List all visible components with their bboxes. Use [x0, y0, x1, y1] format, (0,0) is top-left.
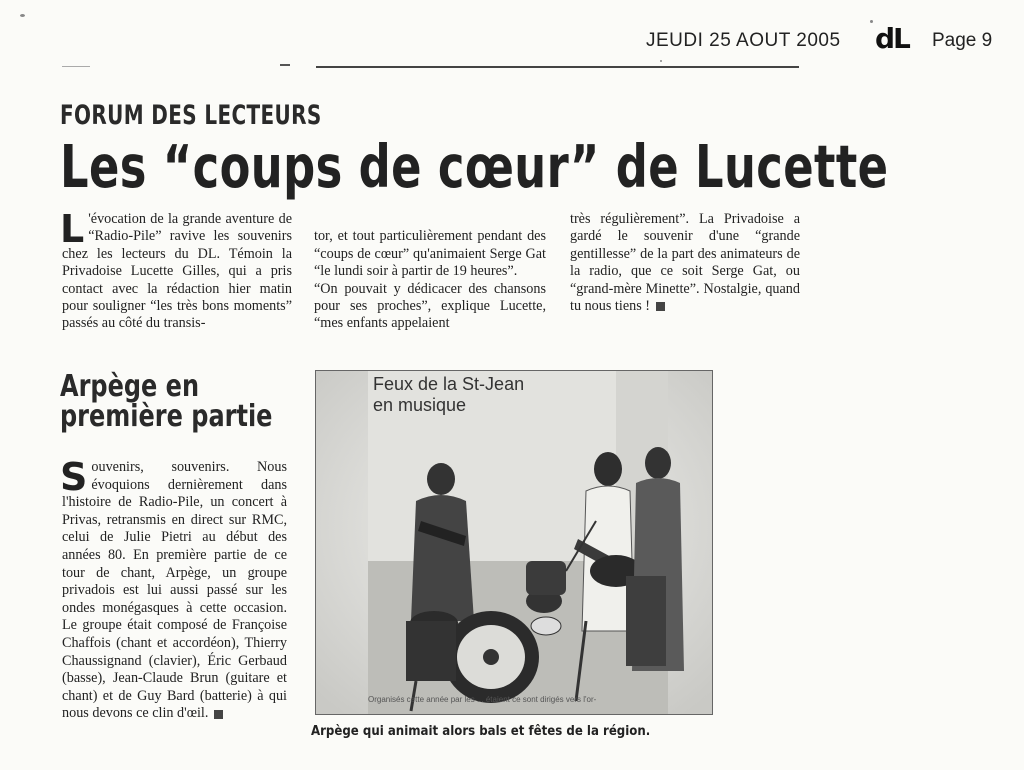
- band-photo-image: [316, 371, 712, 714]
- photo-inner-caption: Feux de la St-Jean en musique: [373, 374, 525, 415]
- end-mark-icon: [656, 302, 665, 311]
- sidebar-title-line-1: Arpège en: [60, 369, 200, 404]
- scan-speck: [660, 60, 662, 62]
- photo-inner-footer: Organisés cette année par les ... étaient ce sont dirigés vers l'or-: [368, 695, 597, 704]
- drop-cap: S: [60, 455, 88, 499]
- end-mark-icon: [214, 710, 223, 719]
- header-rule: [316, 66, 799, 68]
- newspaper-logo: dL: [875, 22, 909, 55]
- photo-caption: Arpège qui animait alors bals et fêtes de la région.: [311, 724, 651, 739]
- sidebar-body: [60, 455, 287, 723]
- article-headline: Les “coups de cœur” de Lucette: [60, 132, 889, 201]
- sidebar-body-text: ouvenirs, souvenirs. Nous évoquions dernièrement dans l'histoire de Radio-Pile, un concert à Privas, retransmis en direct sur RMC, celui de Julie Pietri au début des années 80. En première partie de ce tour de chant, Arpège, un groupe privadois est lui aussi passé sur les ondes monégasques à cette occasion. Le groupe était composé de Françoise Chaffois (chant et accordéon), Thierry Chaussignand (clavier), Éric Gerbaud (basse), Jean-Claude Brun (guitare et chant) et de Guy Bard (batterie) à qui nous devons ce clin d'œil.: [62, 459, 287, 722]
- drop-cap: L: [60, 207, 85, 251]
- article-column-2-text: tor, et tout particulièrement pendant des “coups de cœur” qu'animaient Serge Gat “le lundi soir à partir de 19 heures”. “On pouvait y dédicacer des chansons pour ses proches”, explique Lucette, “mes enfants appelaient: [314, 228, 546, 332]
- page-number: Page 9: [932, 30, 993, 51]
- sidebar-title: [60, 369, 273, 434]
- header-rule-tiny: [62, 66, 90, 67]
- article-column-2: [314, 211, 546, 333]
- article-column-1-text: 'évocation de la grande aventure de “Radio-Pile” ravive les souvenirs chez les lecteurs du DL. Témoin la Privadoise Lucette Gilles, qui a pris contact avec la rédaction hier matin pour souligner “les très bons moments” passés au côté du transis-: [62, 211, 292, 332]
- article-column-3: [570, 211, 800, 315]
- section-kicker: FORUM DES LECTEURS: [60, 100, 322, 131]
- header-date: JEUDI 25 AOUT 2005: [646, 30, 841, 51]
- band-photo: [315, 370, 713, 715]
- sidebar-title-line-2: première partie: [60, 399, 273, 434]
- scan-speck: [870, 20, 873, 23]
- article-column-3-text: très régulièrement”. La Privadoise a gardé le souvenir d'une “grande gentillesse” de la part des animateurs de la radio, que ce soit Serge Gat, ou “grand-mère Minette”. Nostalgie, quand tu nous tiens !: [570, 211, 800, 315]
- article-column-1: [60, 207, 292, 333]
- scan-speck: [20, 14, 25, 17]
- header-rule-short: [280, 64, 290, 66]
